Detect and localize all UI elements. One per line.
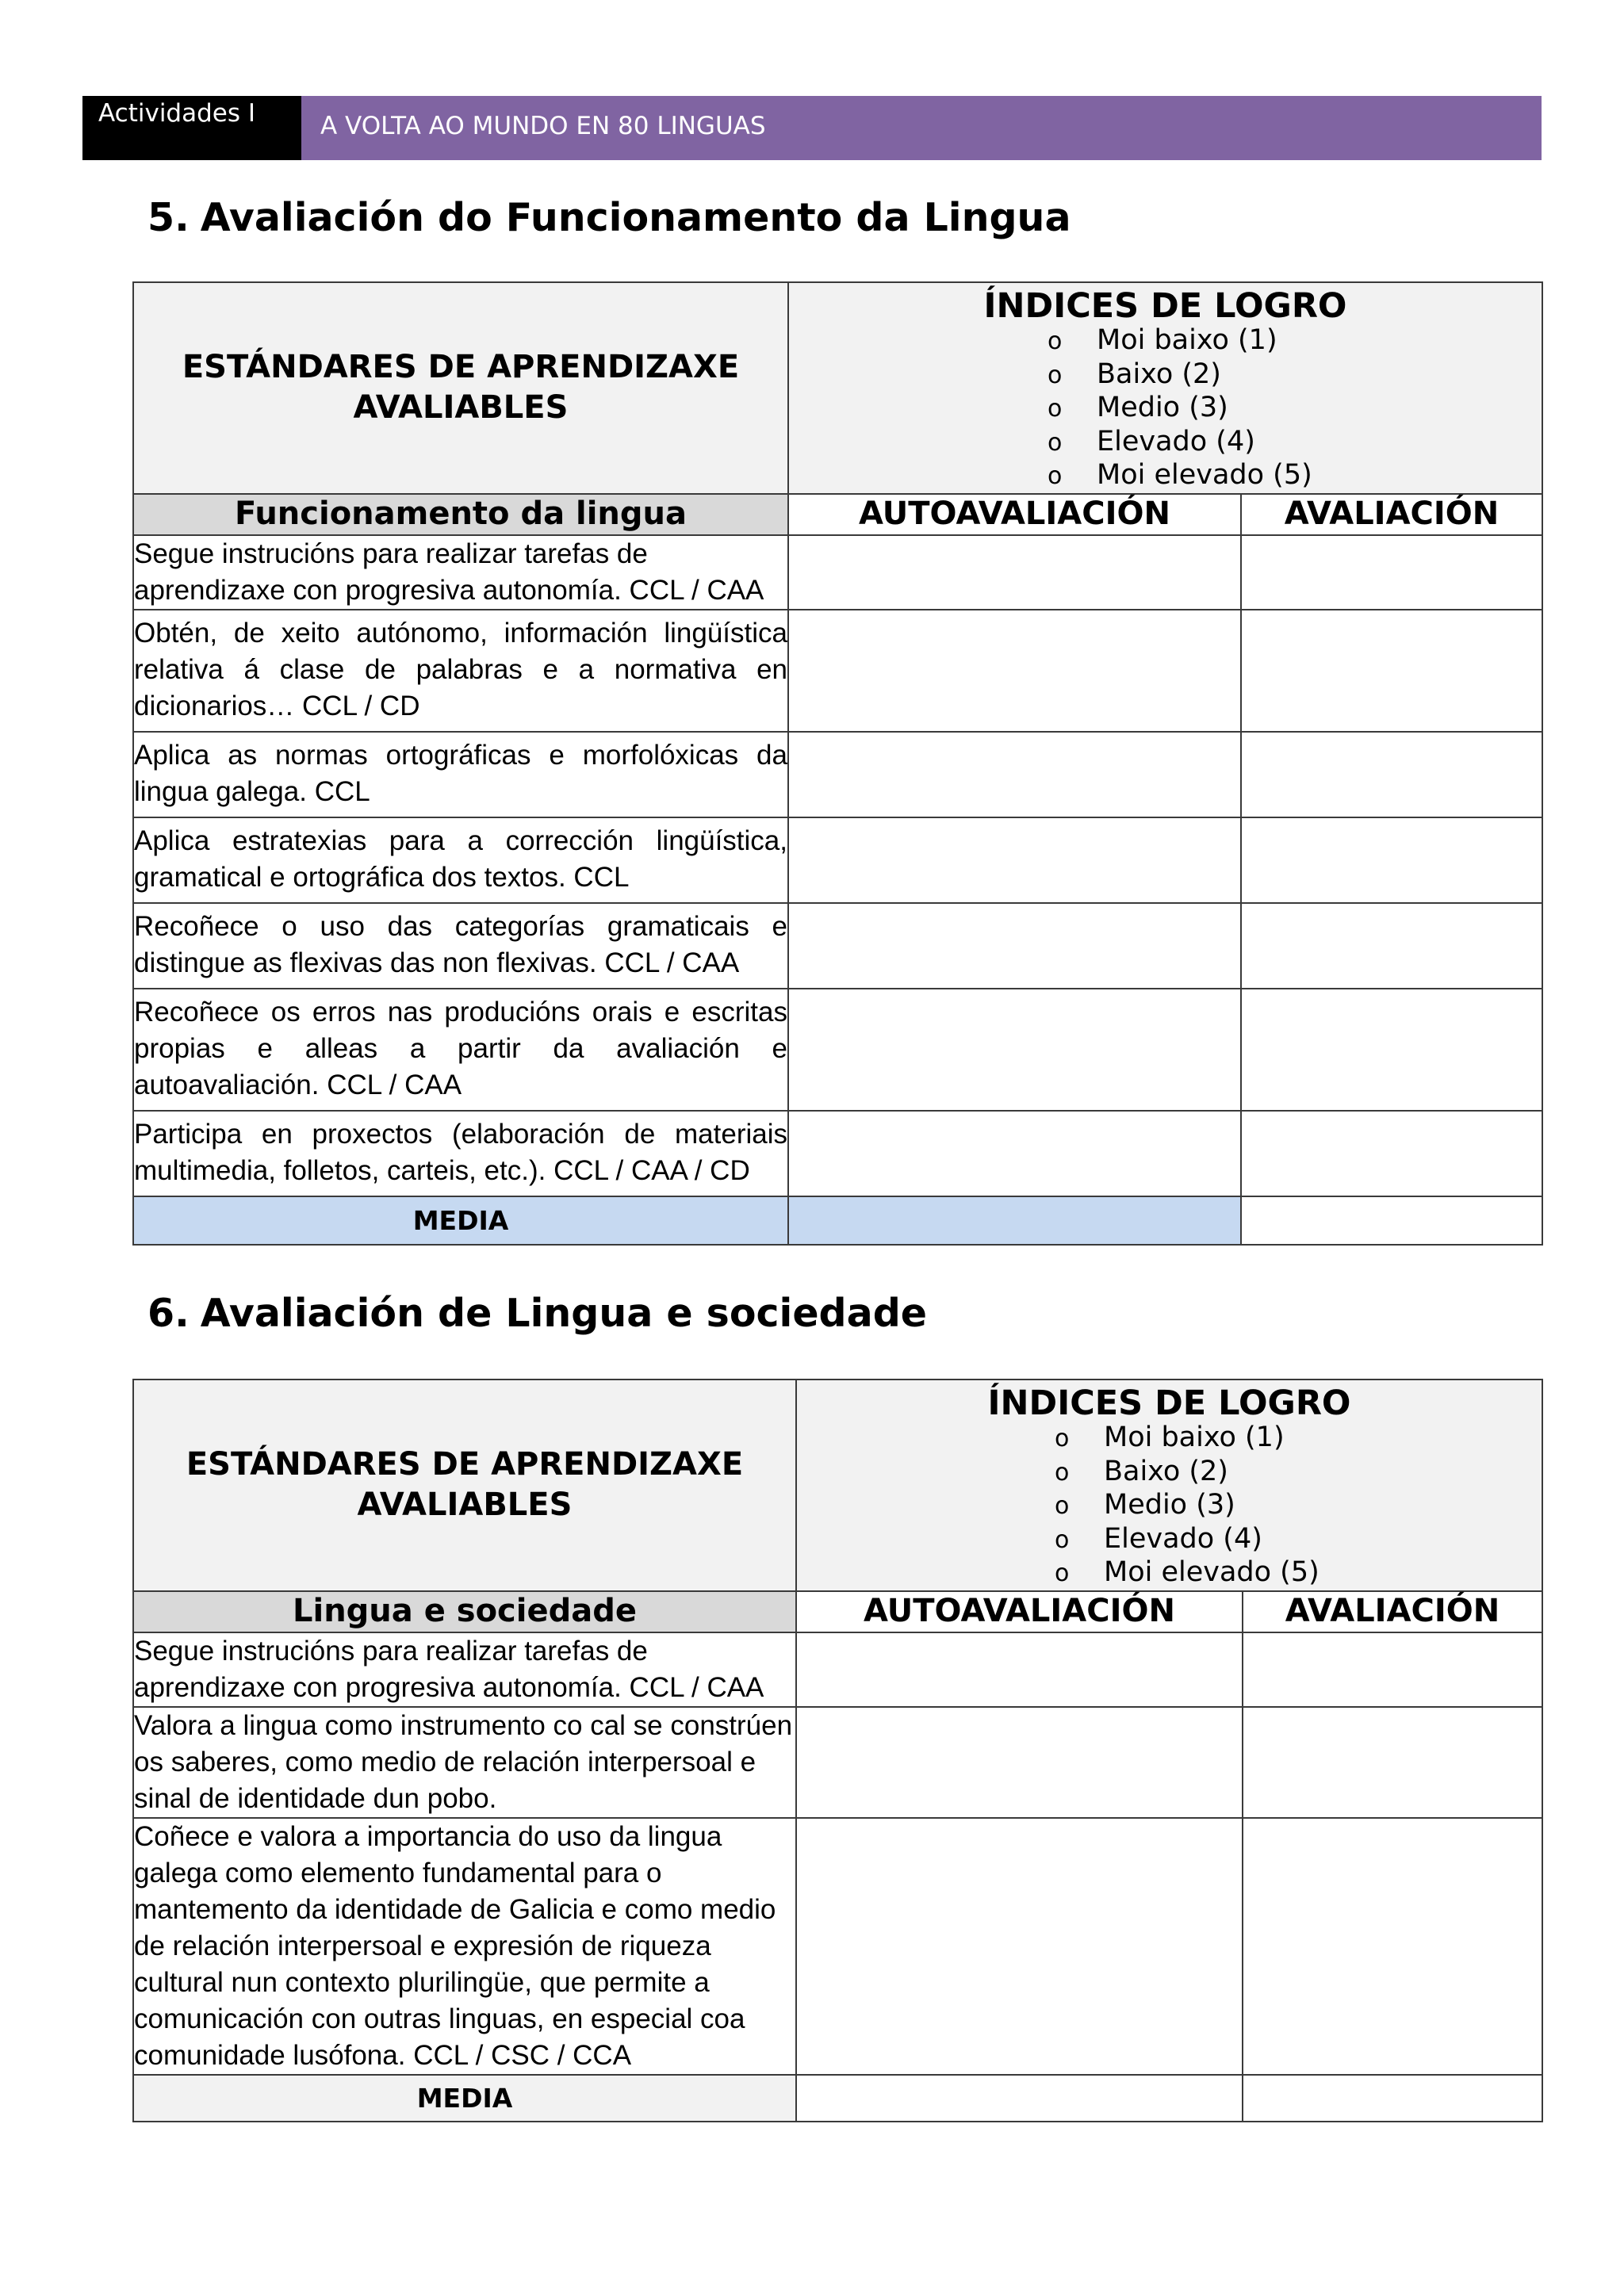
standards-title: ESTÁNDARES DE APRENDIZAXE AVALIABLES (182, 349, 740, 427)
table-row (133, 610, 1542, 732)
standards-header-cell (133, 282, 788, 494)
avaliacion-cell[interactable] (1241, 817, 1542, 903)
section-5-title (147, 195, 1071, 240)
section-6-number: 6. (147, 1291, 190, 1336)
circle-bullet-icon: o (1048, 327, 1063, 355)
circle-bullet-icon: o (1055, 1458, 1070, 1487)
table-row (133, 1632, 1542, 1707)
autoavaliacion-cell[interactable] (788, 817, 1241, 903)
category-header: Funcionamento da lingua (133, 494, 788, 535)
header-title-bar (301, 96, 1542, 160)
indices-list-item: o Moi elevado (5) (1055, 1556, 1542, 1590)
standard-text: Valora a lingua como instrumento co cal se constrúen os saberes, como medio de relación interpersoal e sinal de identidade dun pobo. (133, 1707, 796, 1818)
standard-text: Segue instrucións para realizar tarefas de aprendizaxe con progresiva autonomía. CCL / CAA (133, 1632, 796, 1707)
table-row (133, 989, 1542, 1111)
media-row (133, 2075, 1542, 2122)
table-row (133, 535, 1542, 610)
avaliacion-cell[interactable] (1241, 1111, 1542, 1196)
standard-text: Obtén, de xeito autónomo, información lingüística relativa á clase de palabras e a normativa en dicionarios… CCL / CD (133, 610, 788, 732)
avaliacion-cell[interactable] (1241, 732, 1542, 817)
indices-header-cell (788, 282, 1542, 494)
document-header (82, 96, 1542, 160)
media-avaliacion-cell[interactable] (1243, 2075, 1542, 2122)
category-header: Lingua e sociedade (133, 1591, 796, 1632)
media-autoavaliacion-cell[interactable] (788, 1196, 1241, 1245)
autoavaliacion-cell[interactable] (788, 732, 1241, 817)
autoavaliacion-header: AUTOAVALIACIÓN (788, 494, 1241, 535)
circle-bullet-icon: o (1048, 462, 1063, 490)
indices-list-item: o Medio (3) (1048, 392, 1542, 426)
media-row (133, 1196, 1542, 1245)
avaliacion-header: AVALIACIÓN (1241, 494, 1542, 535)
indices-list-item: o Medio (3) (1055, 1489, 1542, 1523)
avaliacion-cell[interactable] (1243, 1818, 1542, 2075)
indices-list-item: o Moi elevado (5) (1048, 459, 1542, 493)
circle-bullet-icon: o (1048, 361, 1063, 389)
avaliacion-cell[interactable] (1241, 989, 1542, 1111)
table-row (133, 817, 1542, 903)
table-row (133, 1707, 1542, 1818)
table-row (133, 903, 1542, 989)
indices-list (1055, 1422, 1542, 1590)
autoavaliacion-cell[interactable] (796, 1818, 1243, 2075)
media-autoavaliacion-cell[interactable] (796, 2075, 1243, 2122)
autoavaliacion-cell[interactable] (788, 1111, 1241, 1196)
indices-title: ÍNDICES DE LOGRO (987, 1383, 1351, 1423)
table-header-row (133, 1380, 1542, 1591)
avaliacion-cell[interactable] (1241, 535, 1542, 610)
circle-bullet-icon: o (1048, 395, 1063, 423)
circle-bullet-icon: o (1048, 428, 1063, 457)
indices-header-cell (796, 1380, 1542, 1591)
indices-list-item: o Elevado (4) (1048, 426, 1542, 460)
autoavaliacion-cell[interactable] (796, 1707, 1243, 1818)
header-right-text: A VOLTA AO MUNDO EN 80 LINGUAS (320, 112, 766, 140)
table-row (133, 732, 1542, 817)
standard-text: Recoñece os erros nas producións orais e escritas propias e alleas a partir da avaliación e autoavaliación. CCL / CAA (133, 989, 788, 1111)
table-header-row (133, 282, 1542, 494)
avaliacion-cell[interactable] (1241, 903, 1542, 989)
autoavaliacion-cell[interactable] (788, 989, 1241, 1111)
indices-list-item: o Elevado (4) (1055, 1523, 1542, 1557)
avaliacion-cell[interactable] (1241, 610, 1542, 732)
avaliacion-header: AVALIACIÓN (1243, 1591, 1542, 1632)
standards-title: ESTÁNDARES DE APRENDIZAXE AVALIABLES (186, 1446, 744, 1524)
standard-text: Segue instrucións para realizar tarefas de aprendizaxe con progresiva autonomía. CCL / CAA (133, 535, 788, 610)
media-label: MEDIA (133, 1196, 788, 1245)
evaluation-table-6 (132, 1379, 1543, 2122)
autoavaliacion-cell[interactable] (788, 610, 1241, 732)
evaluation-table-5 (132, 281, 1543, 1246)
circle-bullet-icon: o (1055, 1559, 1070, 1587)
avaliacion-cell[interactable] (1243, 1707, 1542, 1818)
standard-text: Coñece e valora a importancia do uso da lingua galega como elemento fundamental para o mantemento da identidade de Galicia e como medio de relación interpersoal e expresión de riqueza cultural nun contexto plurilingüe, que permite a comunicación con outras linguas, en especial coa comunidade lusófona. CCL / CSC / CCA (133, 1818, 796, 2075)
column-header-row (133, 1591, 1542, 1632)
indices-list-item: o Moi baixo (1) (1055, 1422, 1542, 1456)
standards-header-cell (133, 1380, 796, 1591)
circle-bullet-icon: o (1055, 1525, 1070, 1554)
autoavaliacion-header: AUTOAVALIACIÓN (796, 1591, 1243, 1632)
section-5-title-text: Avaliación do Funcionamento da Lingua (200, 195, 1071, 240)
circle-bullet-icon: o (1055, 1425, 1070, 1452)
autoavaliacion-cell[interactable] (796, 1632, 1243, 1707)
autoavaliacion-cell[interactable] (788, 535, 1241, 610)
indices-list-item: o Baixo (2) (1048, 358, 1542, 392)
standard-text: Participa en proxectos (elaboración de materiais multimedia, folletos, carteis, etc.). CCL / CAA / CD (133, 1111, 788, 1196)
circle-bullet-icon: o (1055, 1492, 1070, 1520)
media-avaliacion-cell[interactable] (1241, 1196, 1542, 1245)
indices-title: ÍNDICES DE LOGRO (983, 286, 1347, 326)
autoavaliacion-cell[interactable] (788, 903, 1241, 989)
section-5-number: 5. (147, 195, 190, 240)
table-row (133, 1111, 1542, 1196)
avaliacion-cell[interactable] (1243, 1632, 1542, 1707)
indices-list (1048, 324, 1542, 493)
section-6-title-text: Avaliación de Lingua e sociedade (200, 1291, 928, 1336)
standard-text: Aplica as normas ortográficas e morfolóxicas da lingua galega. CCL (133, 732, 788, 817)
header-left-text: Actividades I (98, 99, 256, 128)
standard-text: Aplica estratexias para a corrección lingüística, gramatical e ortográfica dos textos. CCL (133, 817, 788, 903)
section-6-title (147, 1291, 927, 1336)
column-header-row (133, 494, 1542, 535)
media-label: MEDIA (133, 2075, 796, 2122)
indices-list-item: o Baixo (2) (1055, 1456, 1542, 1490)
standard-text: Recoñece o uso das categorías gramaticais e distingue as flexivas das non flexivas. CCL / CAA (133, 903, 788, 989)
header-section-label (82, 96, 301, 160)
indices-list-item: o Moi baixo (1) (1048, 324, 1542, 358)
table-row (133, 1818, 1542, 2075)
